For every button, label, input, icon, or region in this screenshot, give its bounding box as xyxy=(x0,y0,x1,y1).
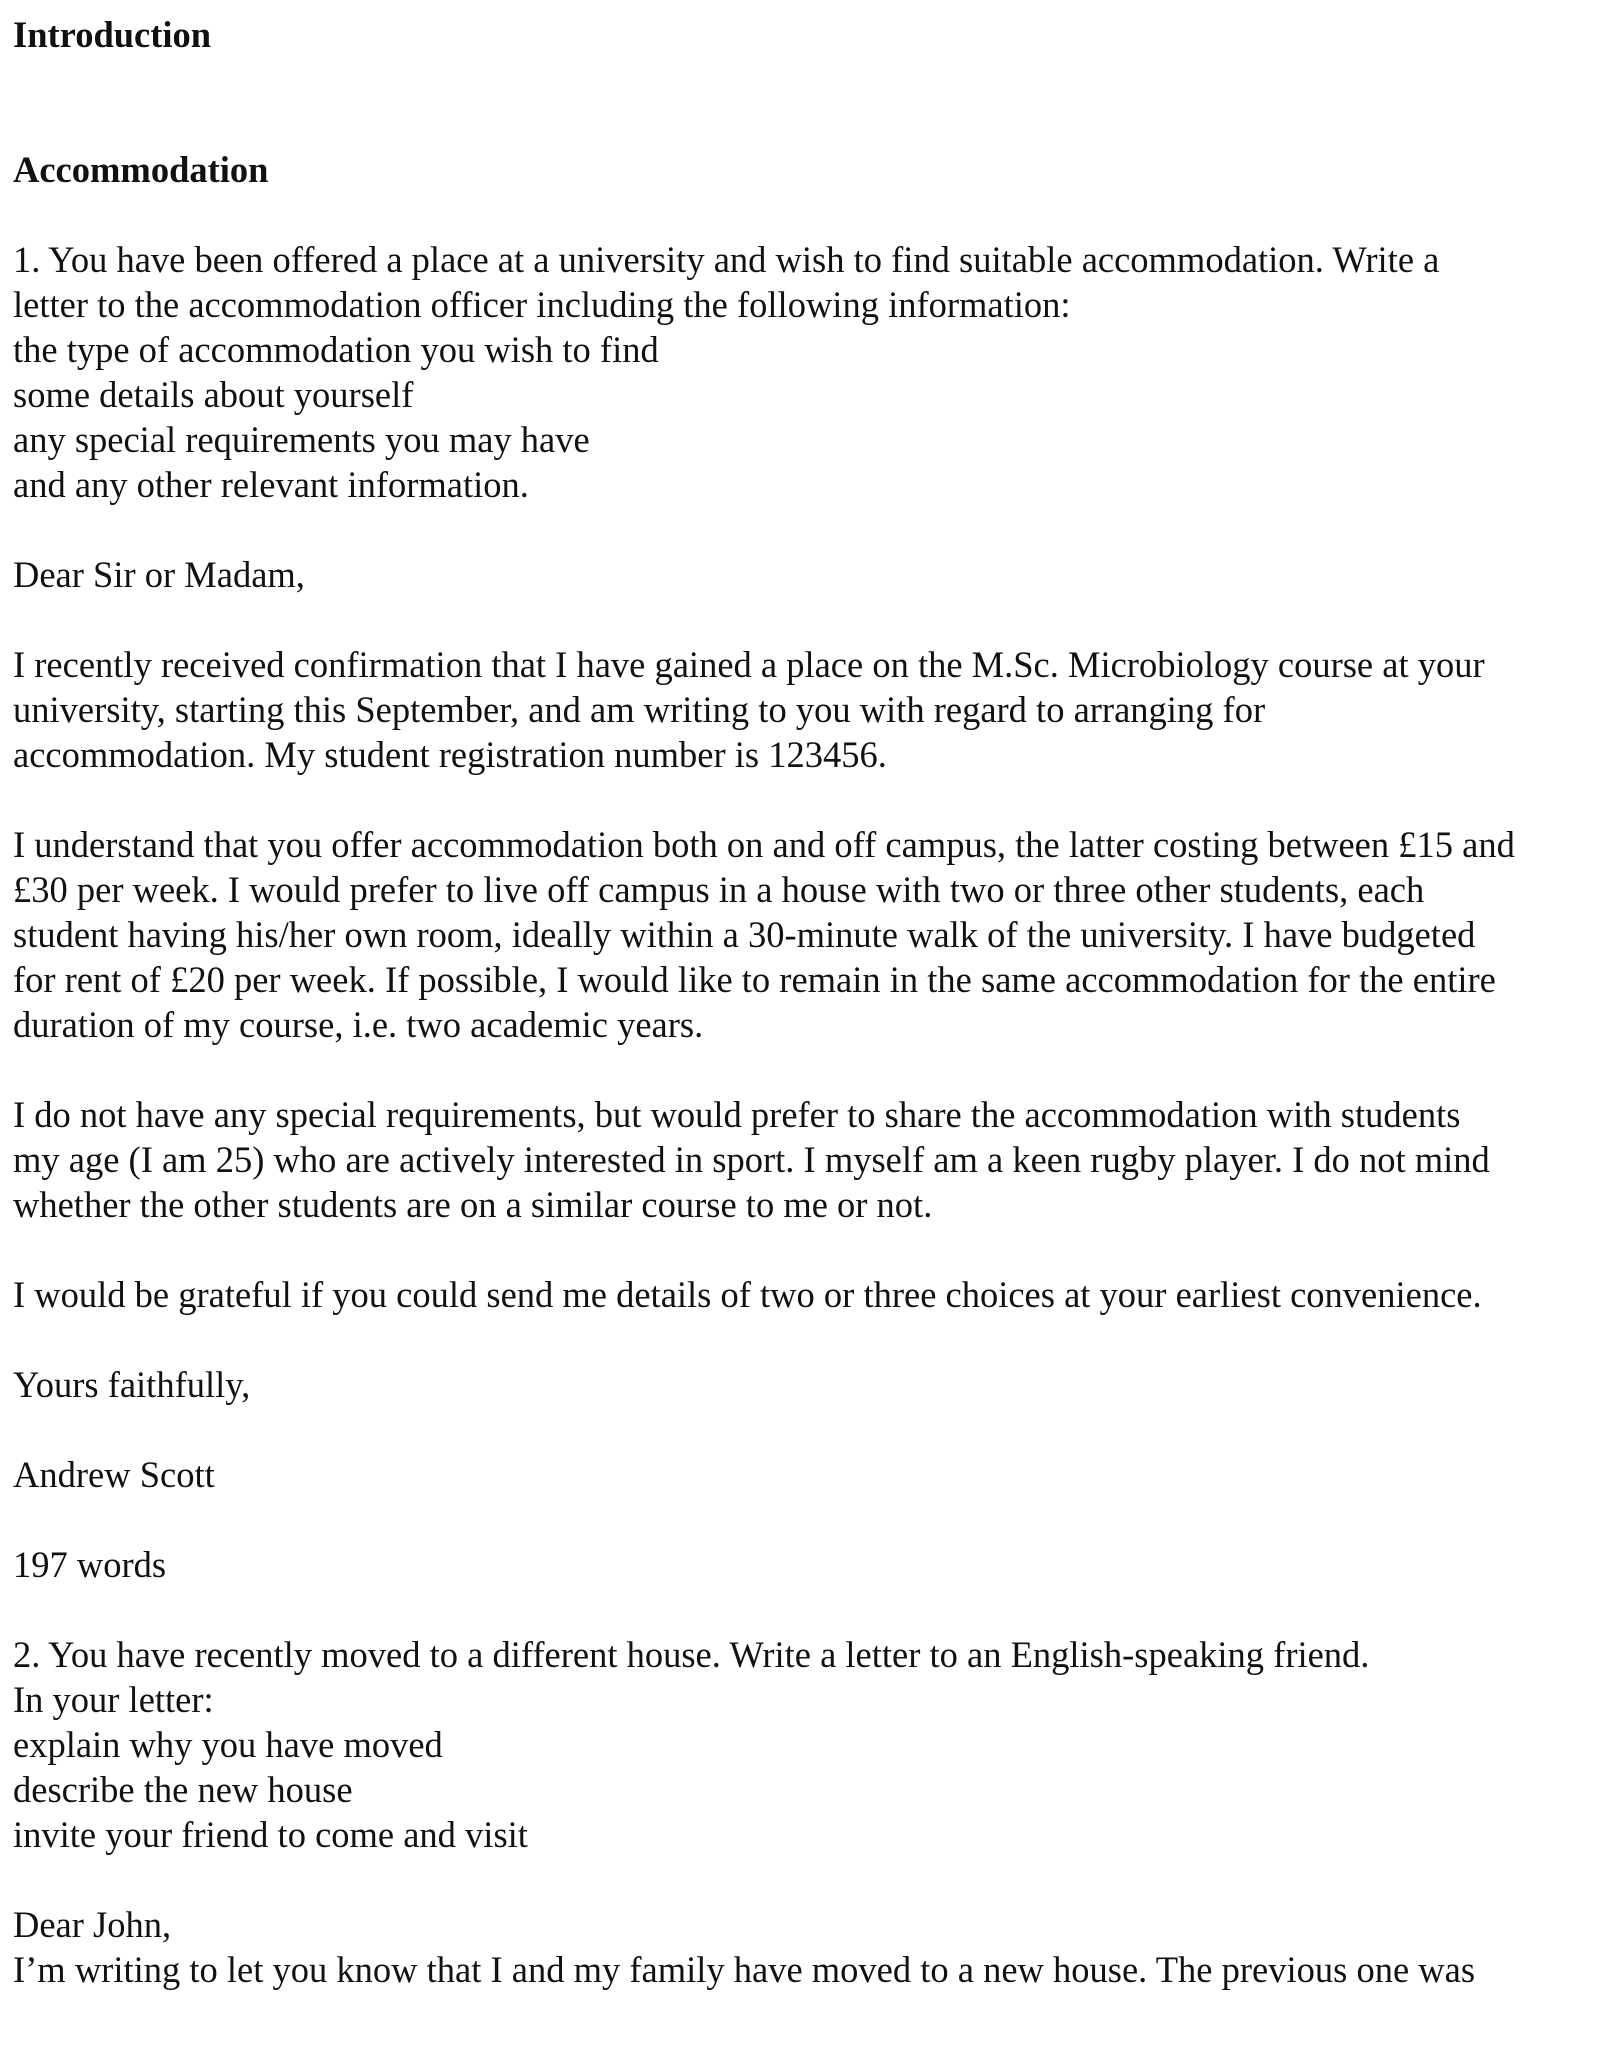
paragraph-line: I would be grateful if you could send me details of two or three choices at your earliest convenience. xyxy=(13,1274,1482,1315)
paragraph-line: whether the other students are on a similar course to me or not. xyxy=(13,1184,933,1225)
letter-2-line: I’m writing to let you know that I and my family have moved to a new house. The previous one was xyxy=(13,1949,1476,1990)
task-2-prompt xyxy=(13,1632,1593,1857)
paragraph-line: student having his/her own room, ideally within a 30-minute walk of the university. I have budgeted xyxy=(13,914,1476,955)
paragraph-line: my age (I am 25) who are actively interested in sport. I myself am a keen rugby player. I do not mind xyxy=(13,1139,1490,1180)
paragraph-line: accommodation. My student registration number is 123456. xyxy=(13,734,887,775)
spacer xyxy=(13,1317,1593,1362)
task-1-line: any special requirements you may have xyxy=(13,419,590,460)
task-2-line: 2. You have recently moved to a different house. Write a letter to an English-speaking friend. xyxy=(13,1634,1370,1675)
spacer xyxy=(13,1497,1593,1542)
spacer xyxy=(13,507,1593,552)
letter-1-closing: Yours faithfully, xyxy=(13,1364,251,1405)
letter-1-paragraph-3 xyxy=(13,1092,1593,1227)
letter-1-paragraph-4 xyxy=(13,1272,1593,1317)
spacer xyxy=(13,57,1593,102)
task-2-line: invite your friend to come and visit xyxy=(13,1814,528,1855)
task-2-line: describe the new house xyxy=(13,1769,353,1810)
spacer xyxy=(13,1407,1593,1452)
task-1-line: letter to the accommodation officer including the following information: xyxy=(13,284,1071,325)
task-1-line: some details about yourself xyxy=(13,374,414,415)
document-page xyxy=(13,12,1593,1992)
spacer xyxy=(13,1857,1593,1902)
section-heading: Accommodation xyxy=(13,149,269,190)
task-2-line: explain why you have moved xyxy=(13,1724,443,1765)
task-1-line: and any other relevant information. xyxy=(13,464,529,505)
letter-1-salutation: Dear Sir or Madam, xyxy=(13,554,305,595)
spacer xyxy=(13,1587,1593,1632)
task-1-prompt xyxy=(13,237,1593,507)
letter-1-signature: Andrew Scott xyxy=(13,1454,215,1495)
paragraph-line: I recently received confirmation that I have gained a place on the M.Sc. Microbiology course at your xyxy=(13,644,1485,685)
letter-1-paragraph-1 xyxy=(13,642,1593,777)
paragraph-line: £30 per week. I would prefer to live off campus in a house with two or three other students, each xyxy=(13,869,1425,910)
paragraph-line: for rent of £20 per week. If possible, I would like to remain in the same accommodation for the entire xyxy=(13,959,1496,1000)
task-1-line: the type of accommodation you wish to find xyxy=(13,329,659,370)
letter-2-salutation: Dear John, xyxy=(13,1904,172,1945)
paragraph-line: duration of my course, i.e. two academic years. xyxy=(13,1004,704,1045)
spacer xyxy=(13,777,1593,822)
letter-1-paragraph-2 xyxy=(13,822,1593,1047)
paragraph-line: I do not have any special requirements, but would prefer to share the accommodation with students xyxy=(13,1094,1461,1135)
word-count: 197 words xyxy=(13,1544,167,1585)
intro-heading: Introduction xyxy=(13,14,212,55)
spacer xyxy=(13,102,1593,147)
spacer xyxy=(13,192,1593,237)
task-1-line: 1. You have been offered a place at a university and wish to find suitable accommodation. Write a xyxy=(13,239,1440,280)
paragraph-line: I understand that you offer accommodation both on and off campus, the latter costing between £15 and xyxy=(13,824,1515,865)
spacer xyxy=(13,1227,1593,1272)
task-2-line: In your letter: xyxy=(13,1679,214,1720)
paragraph-line: university, starting this September, and am writing to you with regard to arranging for xyxy=(13,689,1266,730)
spacer xyxy=(13,597,1593,642)
spacer xyxy=(13,1047,1593,1092)
